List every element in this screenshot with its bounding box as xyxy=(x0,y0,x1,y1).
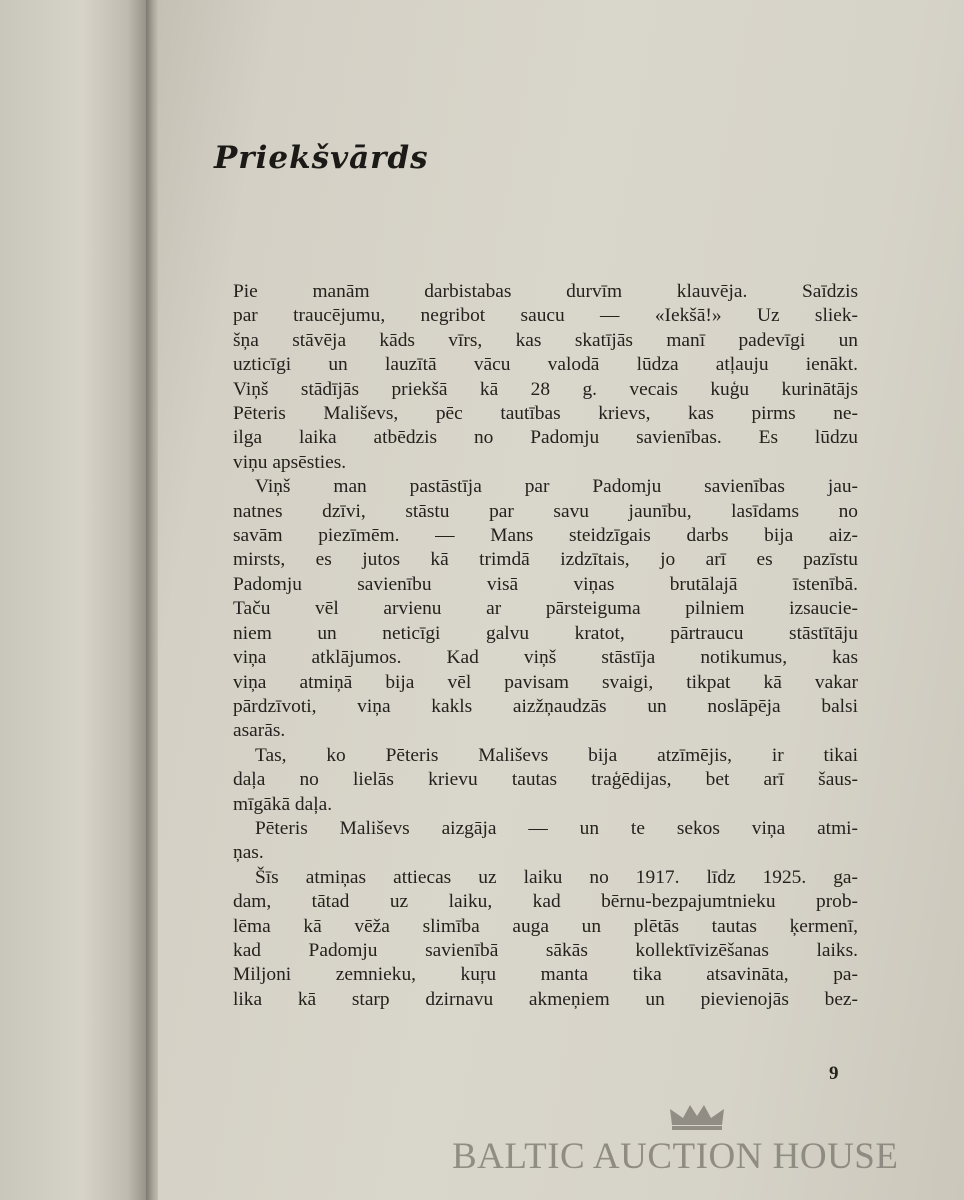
text-line: ņas. xyxy=(233,842,264,864)
text-line: Tas, ko Pēteris Mališevs bija atzīmējis, ir tikai xyxy=(255,744,858,766)
text-line: dam, tātad uz laiku, kad bērnu-bezpajumtnieku prob- xyxy=(233,891,858,913)
text-line: Taču vēl arvienu ar pārsteiguma pilniem izsaucie- xyxy=(233,598,858,620)
text-line: Šīs atmiņas attiecas uz laiku no 1917. līdz 1925. ga- xyxy=(255,866,858,888)
text-line: uzticīgi un lauzītā vācu valodā lūdza atļauju ienākt. xyxy=(233,354,858,376)
text-line: daļa no lielās krievu tautas traģēdijas, bet arī šaus- xyxy=(233,769,858,791)
text-line: Miljoni zemnieku, kuŗu manta tika atsavināta, pa- xyxy=(233,964,858,986)
left-page xyxy=(0,0,150,1200)
text-line: savām piezīmēm. — Mans steidzīgais darbs bija aiz- xyxy=(233,525,858,547)
text-line: Viņš stādījās priekšā kā 28 g. vecais kuģu kurinātājs xyxy=(233,378,858,400)
text-line: kad Padomju savienībā sākās kollektīvizēšanas laiks. xyxy=(233,939,858,961)
text-line: viņa atklājumos. Kad viņš stāstīja notikumus, kas xyxy=(233,647,858,669)
text-line: viņu apsēsties. xyxy=(233,451,347,473)
text-line: Padomju savienību visā viņas brutālajā īstenībā. xyxy=(233,573,858,595)
text-line: Pēteris Mališevs, pēc tautības krievs, kas pirms ne- xyxy=(233,403,858,425)
text-line: niem un neticīgi galvu kratot, pārtraucu stāstītāju xyxy=(233,622,858,644)
text-line: par traucējumu, negribot saucu — «Iekšā!» Uz sliek- xyxy=(233,305,858,327)
text-line: Pēteris Mališevs aizgāja — un te sekos viņa atmi- xyxy=(255,817,858,839)
text-line: lika kā starp dzirnavu akmeņiem un pievienojās bez- xyxy=(233,988,858,1010)
text-line: šņa stāvēja kāds vīrs, kas skatījās manī padevīgi un xyxy=(233,329,858,351)
text-line: ilga laika atbēdzis no Padomju savienības. Es lūdzu xyxy=(233,427,858,449)
text-line: natnes dzīvi, stāstu par savu jaunību, lasīdams no xyxy=(233,500,858,522)
text-line: Pie manām darbistabas durvīm klauvēja. Saīdzis xyxy=(233,281,858,302)
text-line: mirsts, es jutos kā trimdā izdzītais, jo arī es pazīstu xyxy=(233,549,858,571)
crown-logo-icon xyxy=(668,1103,726,1131)
watermark-text: BALTIC AUCTION HOUSE xyxy=(452,1136,899,1177)
chapter-heading: Priekšvārds xyxy=(214,140,429,176)
body-text xyxy=(233,280,858,1012)
text-line: Viņš man pastāstīja par Padomju savienības jau- xyxy=(255,476,858,498)
text-line: lēma kā vēža slimība auga un plētās tautas ķermenī, xyxy=(233,915,858,937)
text-line: pārdzīvoti, viņa kakls aizžņaudzās un noslāpēja balsi xyxy=(233,695,858,717)
text-line: asarās. xyxy=(233,720,286,742)
text-line: mīgākā daļa. xyxy=(233,793,333,815)
page-number: 9 xyxy=(829,1063,839,1084)
text-line: viņa atmiņā bija vēl pavisam svaigi, tikpat kā vakar xyxy=(233,671,858,693)
